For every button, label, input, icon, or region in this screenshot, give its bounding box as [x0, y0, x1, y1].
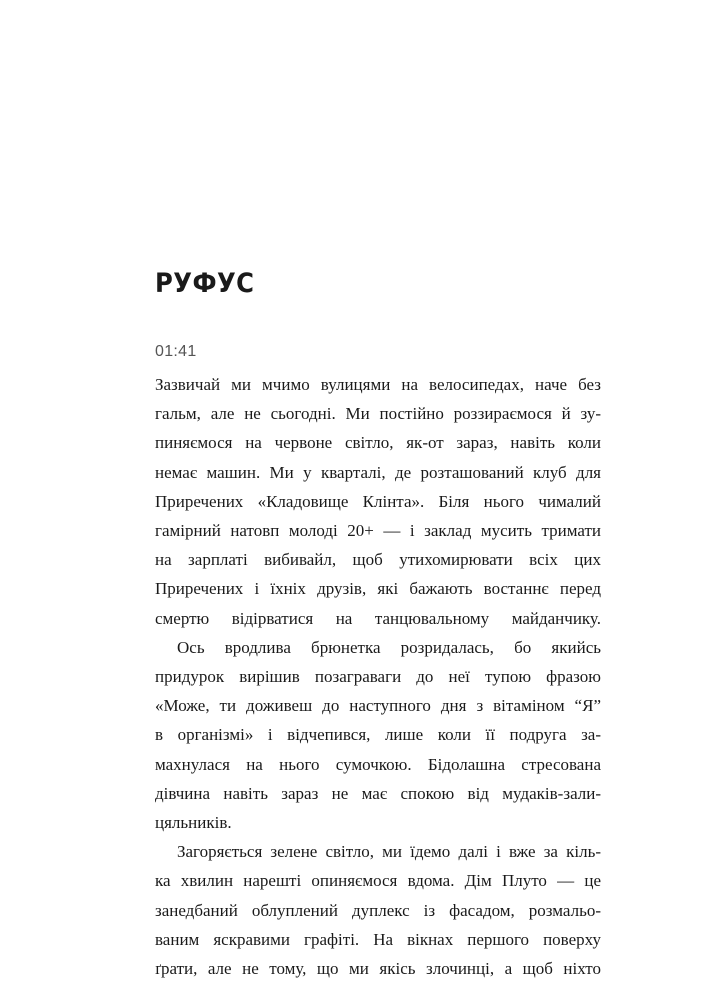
- text-line: ваним яскравими графіті. На вікнах першого поверху: [155, 929, 601, 949]
- text-line: смертю відірватися на танцювальному майданчику.: [155, 608, 601, 628]
- text-line: Приречених «Кладовище Клінта». Біля нього чималий: [155, 491, 601, 511]
- text-line: ґрати, але не тому, що ми якісь злочинці, а щоб ніхто: [155, 959, 601, 979]
- chapter-timestamp: 01:41: [155, 343, 197, 360]
- text-line: Ось вродлива брюнетка розридалась, бо якийсь: [177, 637, 601, 657]
- text-line: цяльників.: [155, 813, 232, 833]
- paragraph-1: [155, 370, 601, 633]
- chapter-body: [155, 370, 601, 983]
- text-line: пиняємося на червоне світло, як-от зараз, навіть коли: [155, 433, 601, 453]
- text-line: гамірний натовп молоді 20+ — і заклад мусить тримати: [155, 521, 601, 541]
- text-line: Загоряється зелене світло, ми їдемо далі і вже за кіль-: [177, 842, 601, 862]
- text-line: Приречених і їхніх друзів, які бажають востаннє перед: [155, 579, 601, 599]
- text-line: немає машин. Ми у кварталі, де розташований клуб для: [155, 462, 601, 482]
- text-line: Зазвичай ми мчимо вулицями на велосипедах, наче без: [155, 375, 601, 394]
- text-line: дівчина навіть зараз не має спокою від мудаків-зали-: [155, 783, 601, 803]
- paragraph-2: [155, 633, 601, 837]
- paragraph-3: [155, 837, 601, 983]
- text-line: «Може, ти доживеш до наступного дня з вітаміном “Я”: [155, 696, 601, 716]
- text-line: гальм, але не сьогодні. Ми постійно роззираємося й зу-: [155, 404, 601, 424]
- text-line: придурок вирішив позаграваги до неї тупою фразою: [155, 667, 601, 687]
- text-line: на зарплаті вибивайл, щоб утихомирювати всіх цих: [155, 550, 601, 570]
- text-line: занедбаний облуплений дуплекс із фасадом, розмальо-: [155, 900, 601, 920]
- chapter-title: РУФУС: [155, 268, 255, 299]
- text-line: в організмі» і відчепився, лише коли її подруга за-: [155, 725, 601, 745]
- text-line: махнулася на нього сумочкою. Бідолашна стресована: [155, 754, 601, 774]
- text-line: ка хвилин нарешті опиняємося вдома. Дім Плуто — це: [155, 871, 601, 891]
